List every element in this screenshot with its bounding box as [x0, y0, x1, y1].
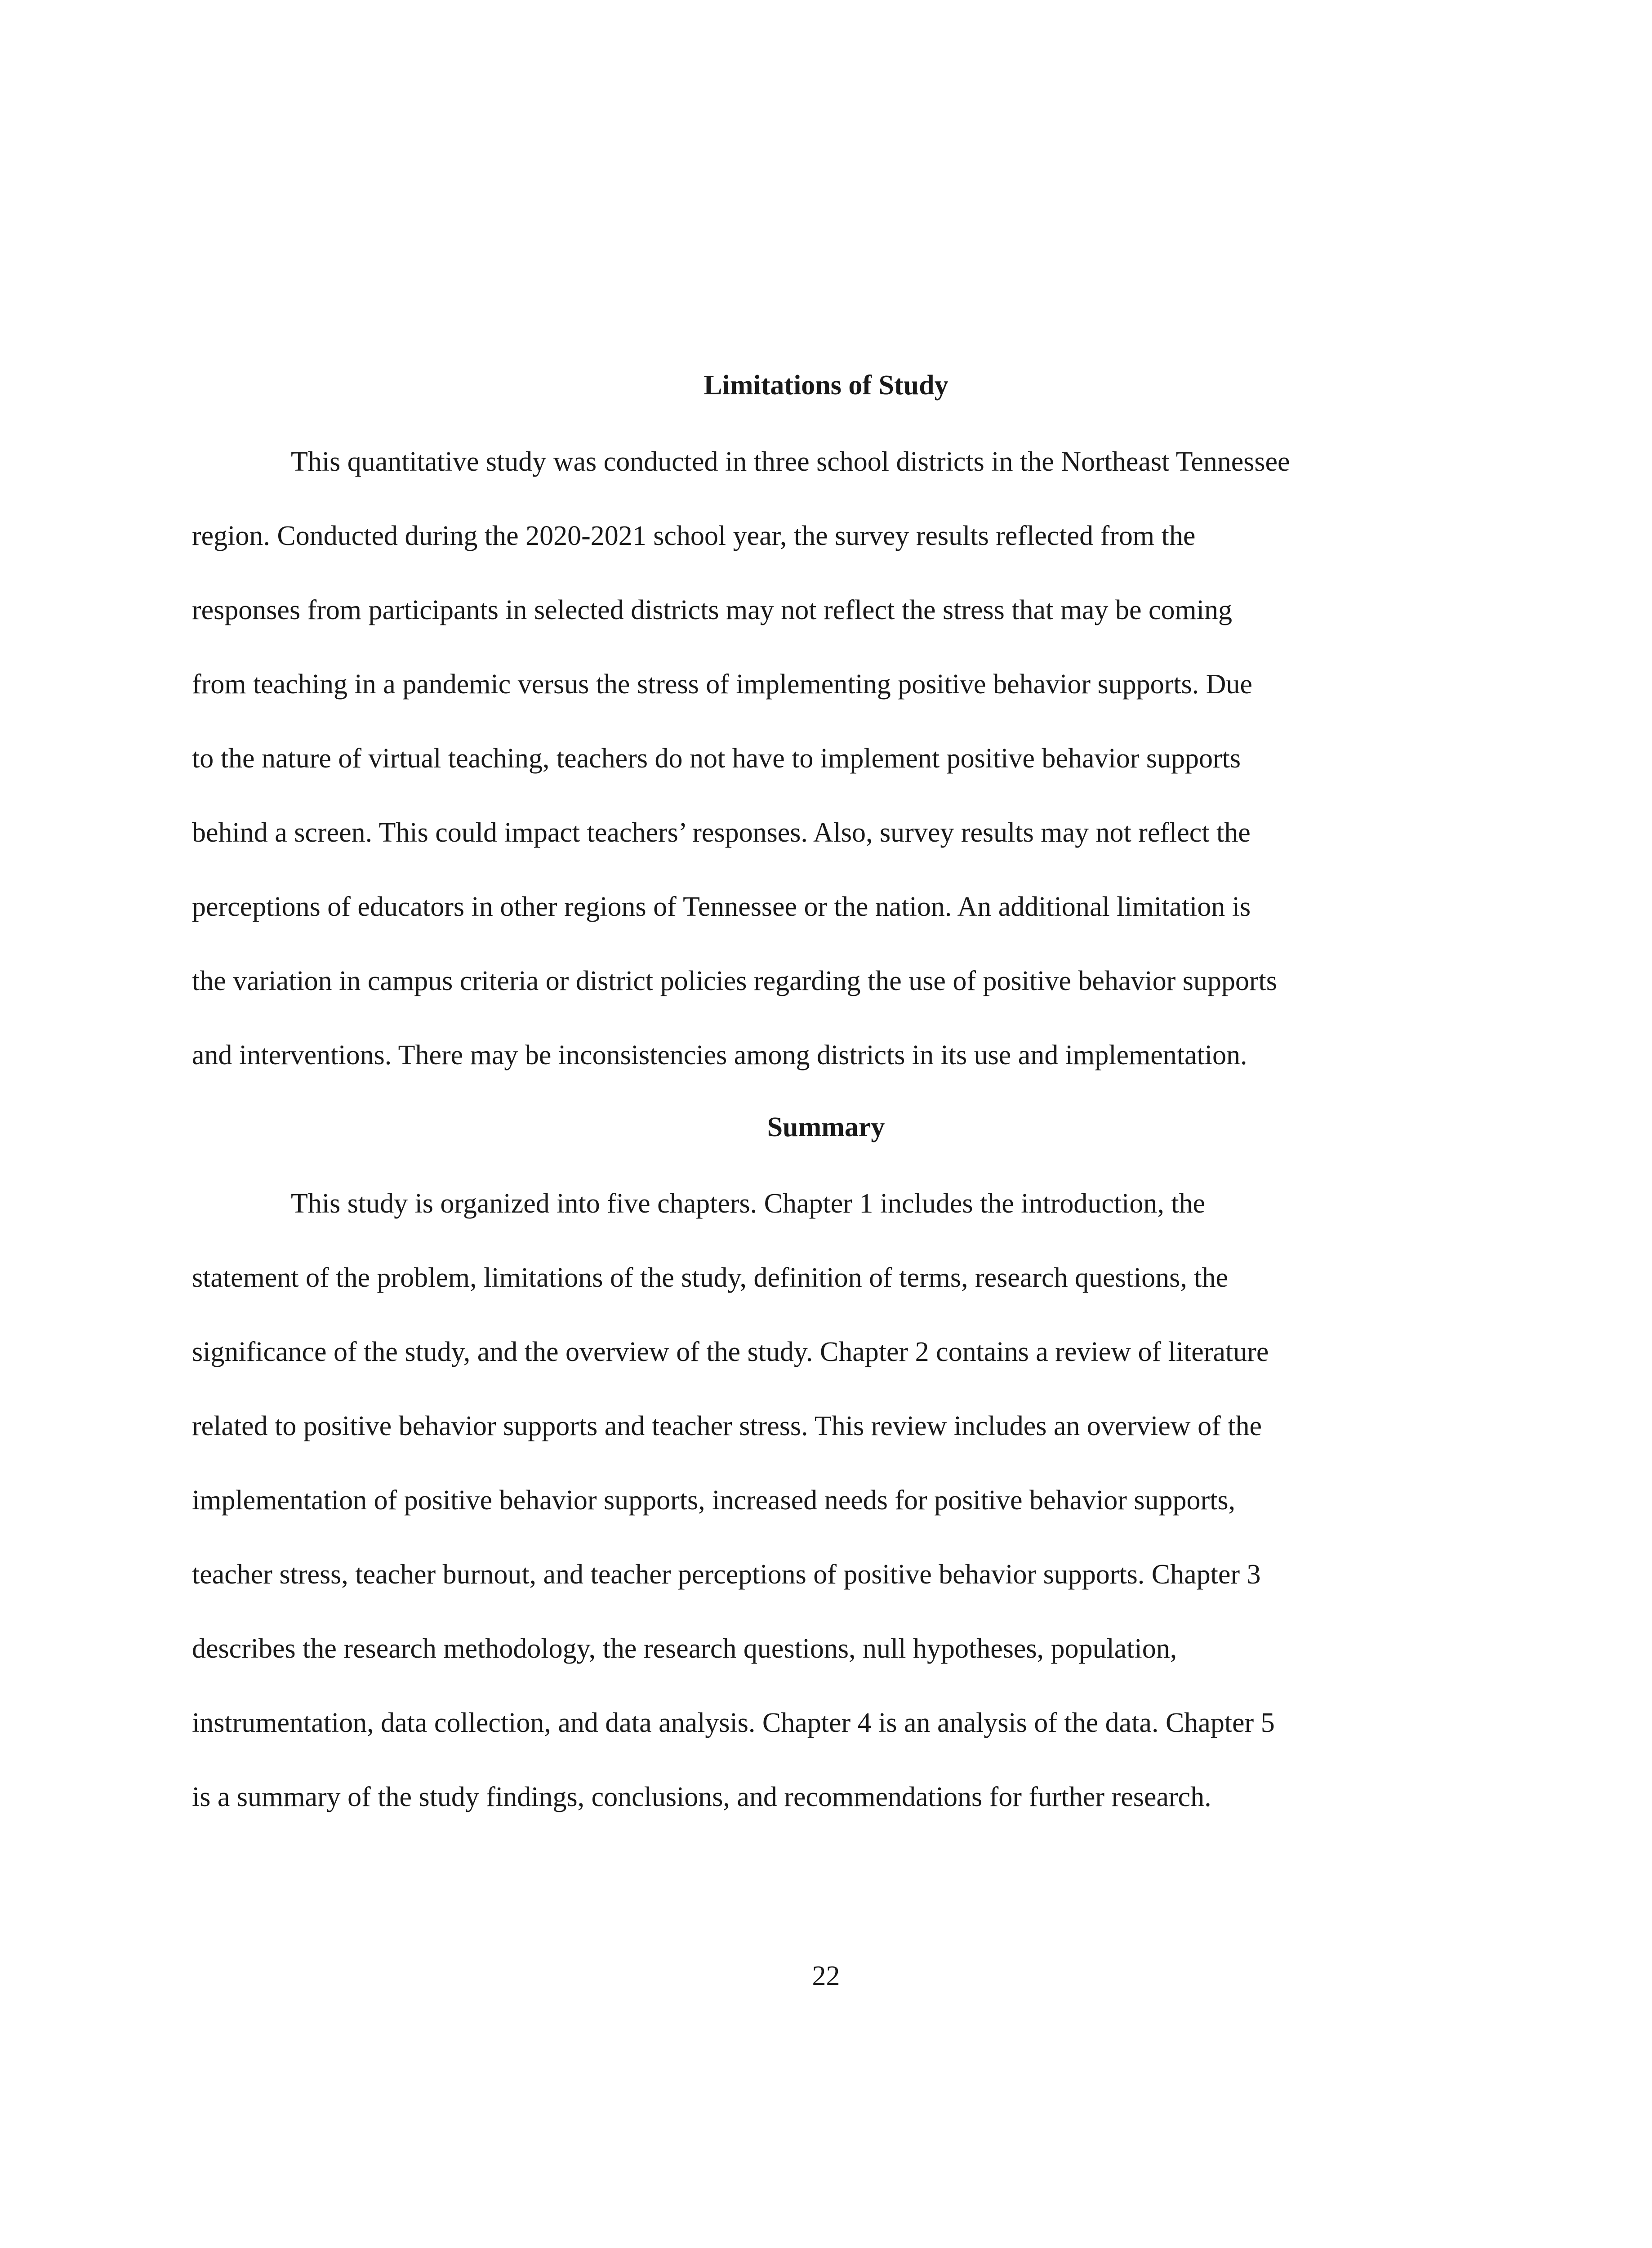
paragraph-line: perceptions of educators in other regions of Tennessee or the nation. An additional limitation is	[192, 892, 1251, 922]
paragraph-line: significance of the study, and the overview of the study. Chapter 2 contains a review of literature	[192, 1337, 1269, 1367]
paragraph-line: related to positive behavior supports and teacher stress. This review includes an overview of the	[192, 1411, 1262, 1441]
paragraph-line: and interventions. There may be inconsistencies among districts in its use and implementation.	[192, 1040, 1247, 1070]
paragraph-line: teacher stress, teacher burnout, and teacher perceptions of positive behavior supports. Chapter 3	[192, 1559, 1261, 1590]
paragraph-line: This study is organized into five chapters. Chapter 1 includes the introduction, the	[291, 1188, 1206, 1219]
paragraph-line: responses from participants in selected districts may not reflect the stress that may be coming	[192, 595, 1233, 625]
paragraph-line: to the nature of virtual teaching, teachers do not have to implement positive behavior supports	[192, 743, 1241, 774]
paragraph-line: is a summary of the study findings, conclusions, and recommendations for further research.	[192, 1782, 1211, 1812]
paragraph-line: the variation in campus criteria or district policies regarding the use of positive behavior supports	[192, 966, 1277, 996]
paragraph-line: implementation of positive behavior supports, increased needs for positive behavior supports,	[192, 1485, 1236, 1516]
page-number: 22	[812, 1961, 840, 1991]
paragraph-line: describes the research methodology, the research questions, null hypotheses, population,	[192, 1633, 1177, 1664]
paragraph-line: behind a screen. This could impact teachers’ responses. Also, survey results may not reflect the	[192, 817, 1251, 848]
paragraph-line: from teaching in a pandemic versus the stress of implementing positive behavior supports. Due	[192, 669, 1252, 700]
section-heading-summary: Summary	[767, 1112, 885, 1142]
paragraph-line: instrumentation, data collection, and data analysis. Chapter 4 is an analysis of the data. Chapter 5	[192, 1708, 1275, 1738]
paragraph-line: statement of the problem, limitations of the study, definition of terms, research questions, the	[192, 1262, 1228, 1293]
paragraph-line: This quantitative study was conducted in three school districts in the Northeast Tennessee	[291, 446, 1290, 477]
paragraph-line: region. Conducted during the 2020-2021 school year, the survey results reflected from the	[192, 521, 1196, 551]
section-heading-limitations: Limitations of Study	[704, 370, 948, 401]
